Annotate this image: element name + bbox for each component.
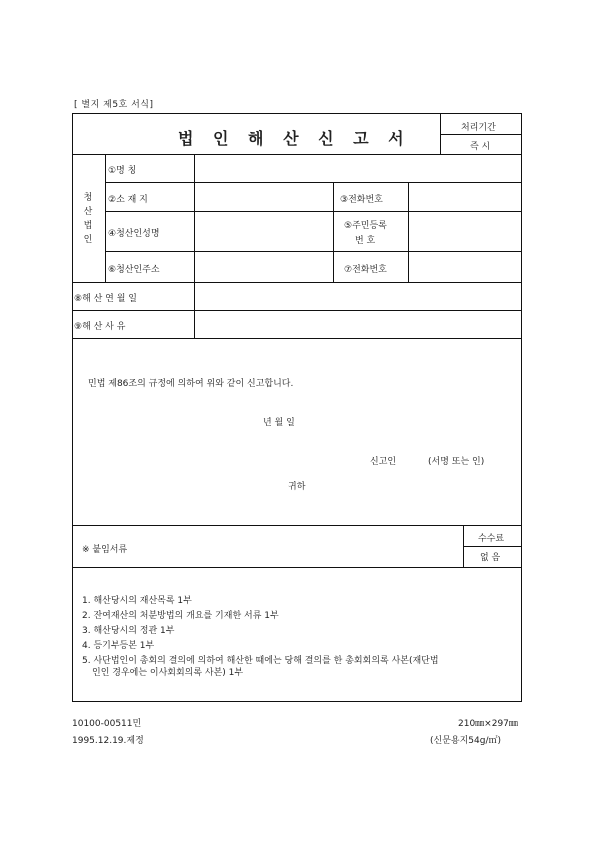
divider-label-col xyxy=(194,154,195,338)
label-resident-no-1: ⑤주민등록 xyxy=(344,221,387,231)
label-phone1: ③전화번호 xyxy=(340,195,383,205)
group-char-4: 인 xyxy=(83,235,93,245)
divider-row1 xyxy=(105,182,522,183)
footer-code: 10100-00511민 xyxy=(72,719,142,729)
divider-declaration xyxy=(72,525,522,526)
label-dissolution-date: ⑧해 산 연 월 일 xyxy=(74,294,137,304)
divider-mid-d xyxy=(408,211,409,282)
divider-processing xyxy=(440,134,522,135)
divider-attachments xyxy=(72,567,522,568)
liquidator-group-label xyxy=(82,191,94,247)
footer-size: 210㎜×297㎜ xyxy=(458,719,518,729)
divider-row2 xyxy=(105,211,522,212)
divider-group xyxy=(105,154,106,282)
fee-header: 수수료 xyxy=(478,534,505,544)
declaration-statement: 민법 제86조의 규정에 의하여 위와 같이 신고합니다. xyxy=(88,379,294,389)
divider-fee xyxy=(463,546,522,547)
processing-period-header: 처리기간 xyxy=(461,123,496,133)
divider-title xyxy=(72,154,522,155)
divider-row4 xyxy=(72,282,522,283)
attachments-header: ※ 붙임서류 xyxy=(82,545,128,555)
label-liquidator-address: ⑥청산인주소 xyxy=(108,265,160,275)
attachment-item-2: 2. 잔여재산의 처분방법의 개요를 기재한 서류 1부 xyxy=(82,611,279,621)
form-title: 법 인 해 산 신 고 서 xyxy=(178,129,411,148)
label-name: ①명 칭 xyxy=(108,166,137,176)
footer-date: 1995.12.19.제정 xyxy=(72,736,144,746)
label-resident-no-2: 번 호 xyxy=(355,236,376,246)
fee-value: 없 음 xyxy=(480,553,501,563)
declaration-reporter: 신고인 xyxy=(370,457,397,467)
attachment-item-1: 1. 해산당시의 재산목록 1부 xyxy=(82,596,192,606)
attachment-item-4: 4. 등기부등본 1부 xyxy=(82,641,155,651)
attachment-item-5-cont: 인인 경우에는 이사회회의록 사본) 1부 xyxy=(92,668,244,678)
declaration-signature: (서명 또는 인) xyxy=(428,457,485,467)
divider-row3 xyxy=(105,251,522,252)
divider-fee-left xyxy=(463,525,464,567)
footer-paper: (신문용지54g/㎡) xyxy=(430,736,501,746)
divider-row5 xyxy=(72,310,522,311)
processing-period-value: 즉 시 xyxy=(470,142,491,152)
divider-row6 xyxy=(72,338,522,339)
divider-title-right xyxy=(440,113,441,154)
divider-mid-b xyxy=(408,182,409,211)
group-char-2: 산 xyxy=(83,207,93,217)
form-number-label: [ 별지 제5호 서식] xyxy=(74,100,154,110)
label-liquidator-name: ④청산인성명 xyxy=(108,229,160,239)
label-dissolution-reason: ⑨해 산 사 유 xyxy=(74,322,126,332)
attachment-item-5: 5. 사단법인이 총회의 결의에 의하여 해산한 때에는 당해 결의를 한 총회회의록 사본(재단법 xyxy=(82,656,439,666)
group-char-1: 청 xyxy=(83,193,93,203)
divider-mid-c xyxy=(333,211,334,282)
group-char-3: 법 xyxy=(83,221,93,231)
attachment-item-3: 3. 해산당시의 정관 1부 xyxy=(82,626,175,636)
label-phone2: ⑦전화번호 xyxy=(344,265,387,275)
declaration-recipient: 귀하 xyxy=(288,482,306,492)
divider-mid-a xyxy=(333,182,334,211)
declaration-date-line: 년 월 일 xyxy=(263,418,295,428)
label-address: ②소 재 지 xyxy=(108,195,148,205)
